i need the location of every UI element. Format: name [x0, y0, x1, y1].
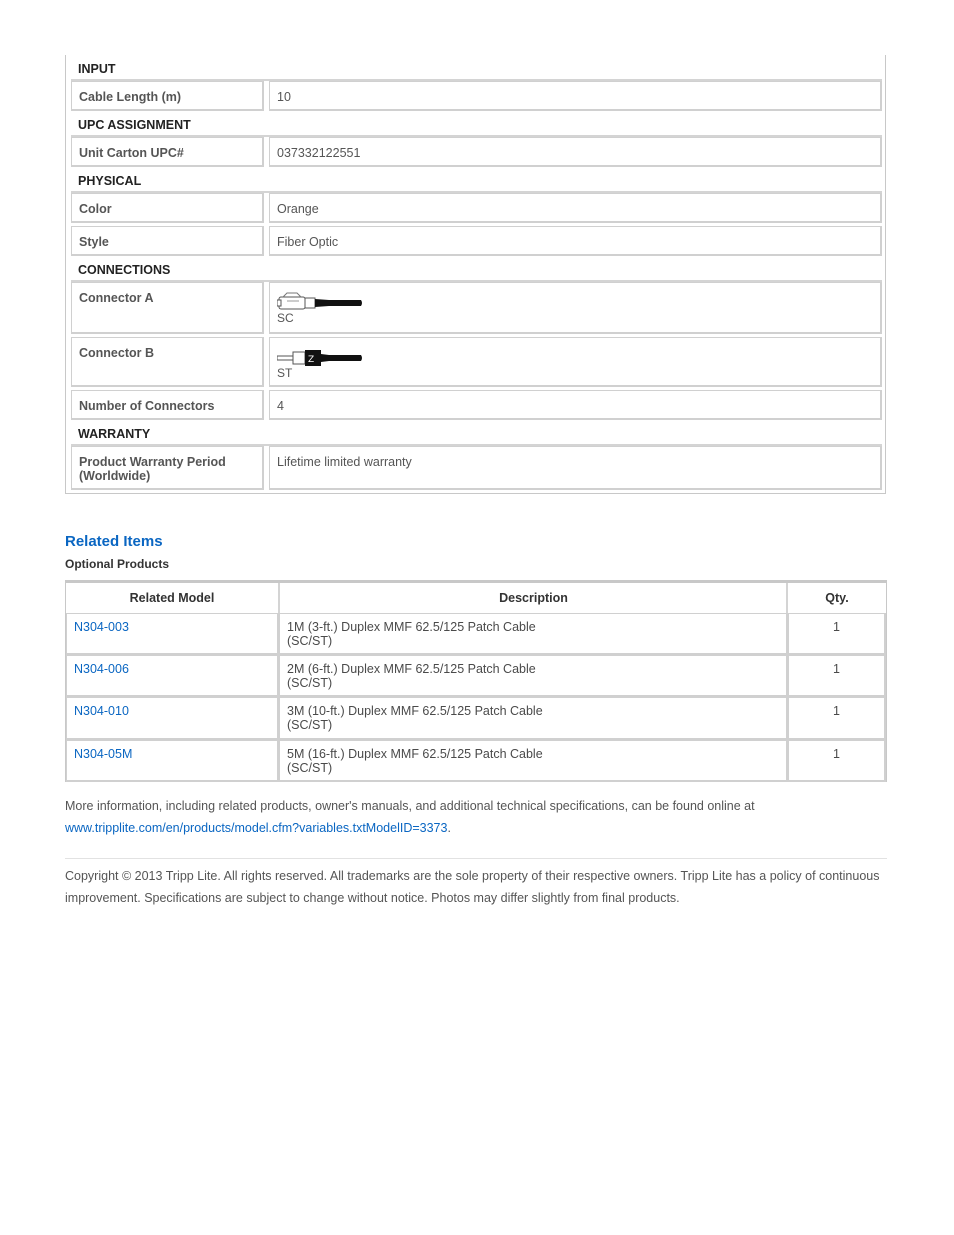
section-warranty-heading: WARRANTY: [71, 422, 882, 446]
spec-value: [269, 282, 882, 334]
related-products-table: [65, 580, 887, 782]
more-info-period: .: [447, 821, 451, 835]
section-upc-heading: UPC ASSIGNMENT: [71, 113, 882, 137]
spec-row-cable-length: [71, 81, 882, 111]
more-info-paragraph: [65, 795, 895, 839]
column-header-qty: Qty.: [825, 591, 849, 605]
spec-label: Connector B: [71, 337, 264, 387]
spec-value: 10: [269, 81, 882, 111]
spec-label: Number of Connectors: [71, 390, 264, 420]
related-items-title: Related Items: [65, 533, 163, 550]
section-connections-heading: CONNECTIONS: [71, 258, 882, 282]
description-cell: 2M (6-ft.) Duplex MMF 62.5/125 Patch Cable (SC/ST): [279, 655, 788, 697]
spec-row-style: [71, 226, 882, 256]
spec-value: 037332122551: [269, 137, 882, 167]
more-info-text: More information, including related products, owner's manuals, and additional technical specifications, can be found online at: [65, 799, 755, 813]
spec-table: [65, 55, 886, 494]
spec-row-connector-b: [71, 337, 882, 387]
spec-label: Cable Length (m): [71, 81, 264, 111]
footer-divider: [65, 858, 887, 859]
spec-row-num-connectors: [71, 390, 882, 420]
copyright-notice: Copyright © 2013 Tripp Lite. All rights reserved. All trademarks are the sole property of their respective owners. Tripp Lite has a policy of continuous improvement. Specifications are subject to change without notice. Photos may differ slightly from final products.: [65, 869, 880, 905]
column-header-model: Related Model: [129, 591, 215, 605]
spec-row-connector-a: [71, 282, 882, 334]
spec-label: Connector A: [71, 282, 264, 334]
qty-cell: 1: [788, 740, 886, 782]
connector-b-type: ST: [277, 366, 293, 380]
spec-label: Color: [71, 193, 264, 223]
spec-value: [269, 337, 882, 387]
spec-label: Product Warranty Period (Worldwide): [71, 446, 264, 490]
section-input-heading: INPUT: [71, 57, 882, 81]
model-link[interactable]: N304-05M: [74, 747, 133, 761]
spec-value: Lifetime limited warranty: [269, 446, 882, 490]
spec-value: 4: [269, 390, 882, 420]
spec-row-warranty: [71, 446, 882, 490]
model-link[interactable]: N304-006: [74, 662, 129, 676]
spec-value: Orange: [269, 193, 882, 223]
description-cell: 3M (10-ft.) Duplex MMF 62.5/125 Patch Cable (SC/ST): [279, 697, 788, 740]
model-link[interactable]: N304-010: [74, 704, 129, 718]
model-link[interactable]: N304-003: [74, 620, 129, 634]
qty-cell: 1: [788, 697, 886, 740]
model-cell: [66, 613, 279, 655]
spec-label: Unit Carton UPC#: [71, 137, 264, 167]
svg-text:Z: Z: [308, 355, 315, 365]
model-cell: [66, 655, 279, 697]
description-cell: 1M (3-ft.) Duplex MMF 62.5/125 Patch Cable (SC/ST): [279, 613, 788, 655]
section-physical-heading: PHYSICAL: [71, 169, 882, 193]
spec-row-upc: [71, 137, 882, 167]
qty-cell: 1: [788, 655, 886, 697]
description-cell: 5M (16-ft.) Duplex MMF 62.5/125 Patch Cable (SC/ST): [279, 740, 788, 782]
qty-cell: 1: [788, 613, 886, 655]
connector-a-type: SC: [277, 311, 294, 325]
column-header-description: Description: [499, 591, 568, 605]
spec-label: Style: [71, 226, 264, 256]
model-cell: [66, 740, 279, 782]
model-cell: [66, 697, 279, 740]
product-page-link[interactable]: www.tripplite.com/en/products/model.cfm?variables.txtModelID=3373: [65, 821, 448, 835]
optional-products-subtitle: Optional Products: [65, 557, 170, 571]
spec-row-color: [71, 193, 882, 223]
spec-value: Fiber Optic: [269, 226, 882, 256]
